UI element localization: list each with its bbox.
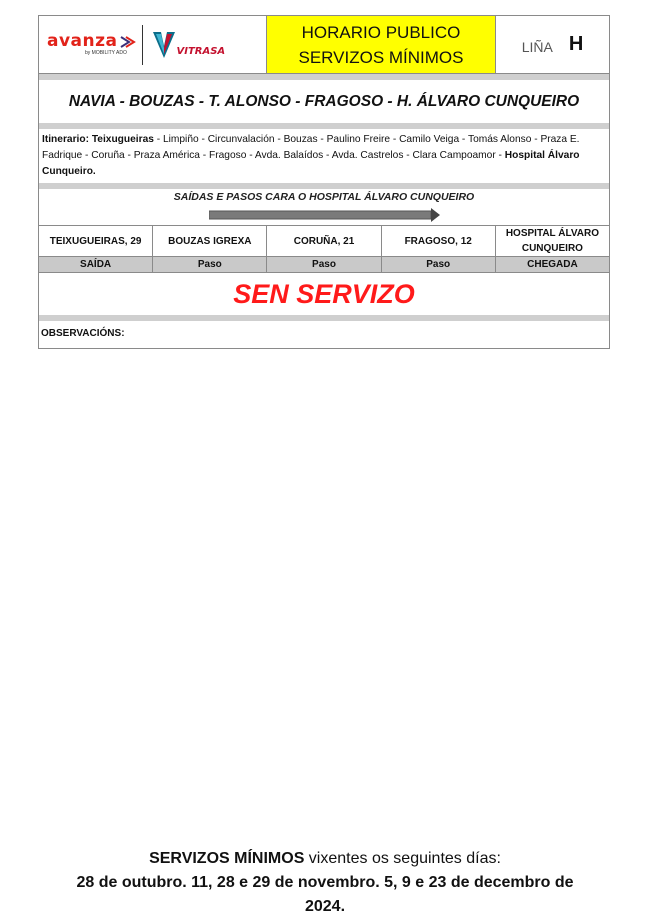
stop-kind-cell: Paso [153,257,267,272]
stop-kinds-row [38,256,610,272]
route-title-row [38,80,610,123]
footer-line-2: 28 de outubro. 11, 28 e 29 de novembro. 5, 9 e 23 de decembro de [76,874,574,891]
no-service-row [38,272,610,315]
line-indicator [496,16,609,73]
title-line-2: SERVIZOS MÍNIMOS [298,47,464,67]
stop-cell: CORUÑA, 21 [267,226,381,256]
avanza-sub-text: by MOBILITY ADO [85,50,127,56]
itinerary-label: Itinerario: [42,134,89,145]
no-service-label: SEN SERVIZO [233,278,415,309]
title-line-1: HORARIO PUBLICO [301,22,461,42]
footer-notice [40,847,610,919]
direction-row [38,189,610,225]
avanza-arrow-icon [120,36,136,48]
footer-line-1 [40,847,610,871]
stops-row [38,225,610,256]
route-title: NAVIA - BOUZAS - T. ALONSO - FRAGOSO - H. ÁLVARO CUNQUEIRO [68,92,580,110]
schedule-title [267,16,496,73]
logos [39,16,267,73]
header [38,15,610,74]
stop-cell: BOUZAS IGREXA [153,226,267,256]
stop-cell: TEIXUGUEIRAS, 29 [39,226,153,256]
stop-cell: FRAGOSO, 12 [382,226,496,256]
stop-cell: HOSPITAL ÁLVARO CUNQUEIRO [505,228,599,254]
footer-strong: SERVIZOS MÍNIMOS [149,850,305,867]
timetable-sheet [38,15,610,349]
itinerary-last-stop: Hospital Álvaro Cunqueiro. [42,150,580,177]
direction-label: SAÍDAS E PASOS CARA O HOSPITAL ÁLVARO CUNQUEIRO [173,191,475,203]
stop-kind-cell: SAÍDA [39,257,153,272]
stop-kind-cell: CHEGADA [527,259,578,270]
stop-kind-cell: Paso [267,257,381,272]
itinerary-text [38,129,610,183]
stop-kind-cell: Paso [382,257,496,272]
vitrasa-logo-text: VITRASA [176,46,226,57]
line-value: H [568,33,584,55]
itinerary-middle: - Limpiño - Circunvalación - Bouzas - Paulino Freire - Camilo Veiga - Tomás Alonso - Praza E. Fadrique - Coruña - Praza América - Fragoso - Avda. Balaídos - Avda. Castrelos - Clara Campoamor - [42,134,580,161]
avanza-logo-text: avanza [47,31,118,51]
itinerary-first-stop: Teixugueiras [91,134,154,145]
avanza-logo [47,33,136,56]
footer-rest: vixentes os seguintes días: [304,850,501,867]
footer-line-3: 2024. [304,898,346,915]
observations-box [38,321,610,349]
line-label: LIÑA [521,38,553,55]
vitrasa-logo [153,32,226,58]
vitrasa-v-icon [153,32,175,58]
arrow-right-icon [209,207,441,223]
logo-divider [142,25,143,65]
observations-label: OBSERVACIÓNS: [41,328,125,339]
